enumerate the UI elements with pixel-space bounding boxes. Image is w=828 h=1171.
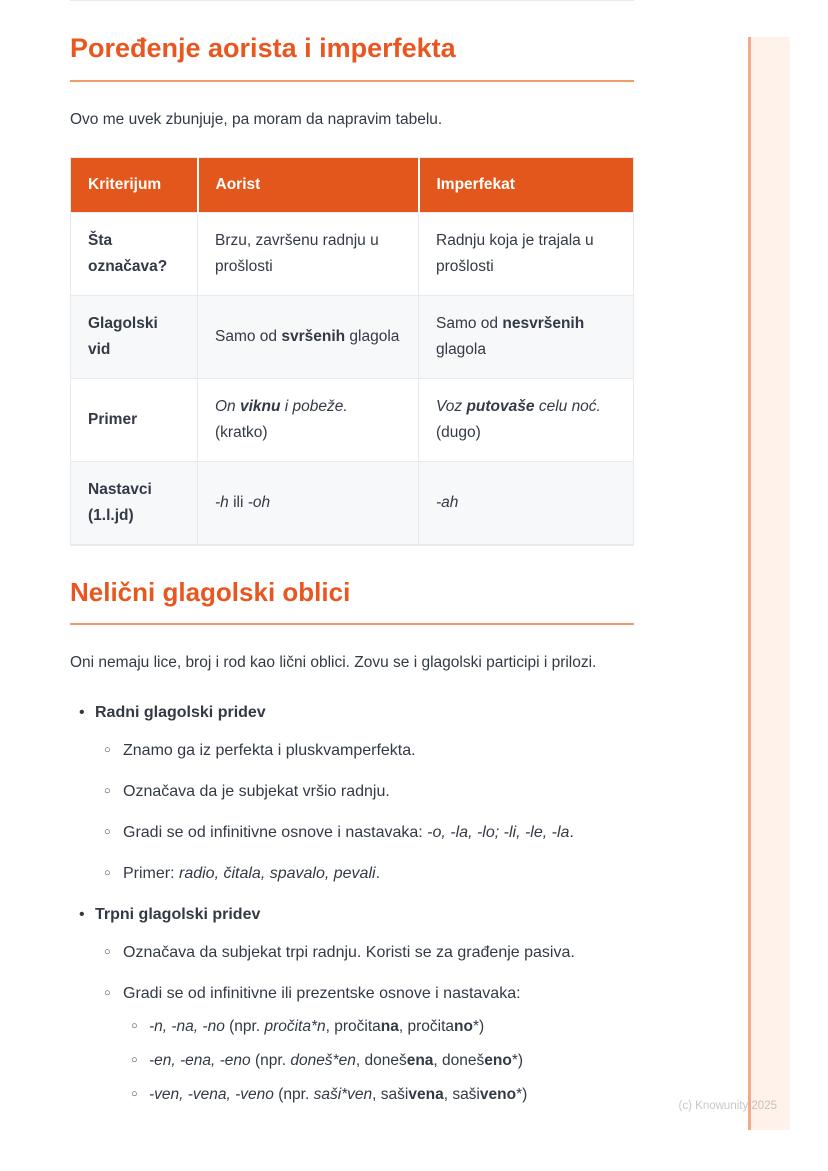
text-segment: Označava da subjekat trpi radnju. Koristi se za građenje pasiva. [123, 943, 575, 961]
text-segment: , pročita [325, 1017, 381, 1035]
text-segment: Primer [88, 410, 138, 428]
sublist-item [149, 1083, 634, 1106]
list-item [123, 739, 634, 763]
copyright-footer: (c) Knowunity 2025 [678, 1100, 777, 1112]
divider-top [70, 0, 634, 1]
text-segment: na [380, 1017, 399, 1035]
text-segment: , saši [372, 1086, 409, 1104]
list-group-title: Trpni glagolski pridev [95, 905, 261, 923]
sublist-item [149, 1015, 634, 1038]
text-segment: , pročita [398, 1017, 455, 1035]
text-segment: ena [406, 1052, 434, 1070]
text-segment: Voz [436, 397, 467, 415]
list-group [95, 906, 634, 1107]
text-segment: Šta označava? [88, 231, 168, 275]
table-cell [198, 461, 419, 544]
text-segment: eno [484, 1052, 512, 1070]
text-segment: *) [516, 1086, 528, 1104]
text-segment: -ah [436, 493, 459, 511]
table-cell [419, 378, 634, 461]
comparison-table-body [71, 212, 634, 544]
text-segment: Samo od [215, 327, 282, 345]
text-segment: (npr. [250, 1052, 291, 1070]
list-item [123, 780, 634, 804]
text-segment: Nastavci (1.l.jd) [88, 480, 152, 524]
text-segment: (kratko) [215, 423, 268, 441]
text-segment: -h [215, 493, 229, 511]
table-row [71, 461, 634, 544]
document-content [70, 0, 634, 1127]
text-segment: i pobeže. [280, 397, 348, 415]
text-segment: Glagolski vid [88, 314, 158, 358]
text-segment: Samo od [436, 314, 503, 332]
table-header-row [71, 158, 634, 212]
table-cell [71, 378, 198, 461]
text-segment: , doneš [433, 1052, 485, 1070]
table-row [71, 295, 634, 378]
table-cell [419, 212, 634, 295]
list-group [95, 704, 634, 886]
list-item [123, 982, 634, 1107]
text-segment: viknu [239, 397, 281, 415]
text-segment: saši*ven [313, 1086, 373, 1104]
text-segment: no [454, 1017, 473, 1035]
section2-title: Nelični glagolski oblici [70, 576, 634, 625]
text-segment: -o, -la, -lo; -li, -le, -la [427, 823, 570, 841]
text-segment: -ven, -vena, -veno [149, 1086, 274, 1104]
text-segment: Brzu, završenu radnju u prošlosti [215, 231, 379, 275]
comparison-table [70, 157, 634, 545]
text-segment: radio, čitala, spavalo, pevali [179, 864, 376, 882]
text-segment: svršenih [281, 327, 346, 345]
text-segment: pročita*n [264, 1017, 326, 1035]
table-header-aorist: Aorist [198, 158, 419, 212]
table-cell [71, 461, 198, 544]
text-segment: celu noć. [534, 397, 601, 415]
sublist [95, 941, 634, 1107]
table-head [71, 158, 634, 212]
table-cell [198, 295, 419, 378]
table-cell [71, 295, 198, 378]
right-margin-strip [748, 37, 790, 1130]
list-group-title: Radni glagolski pridev [95, 703, 266, 721]
text-segment: . [569, 823, 574, 841]
text-segment: *) [511, 1052, 524, 1070]
table-row [71, 212, 634, 295]
section2-intro: Oni nemaju lice, broj i rod kao lični oblici. Zovu se i glagolski participi i prilozi. [70, 653, 597, 671]
divider-middle [70, 545, 634, 546]
text-segment: -en, -ena, -eno [149, 1052, 251, 1070]
text-segment: (npr. [224, 1017, 265, 1035]
text-segment: glagola [345, 327, 400, 345]
text-segment: Znamo ga iz perfekta i pluskvamperfekta. [123, 741, 416, 759]
text-segment: On [215, 397, 240, 415]
text-segment: Radnju koja je trajala u prošlosti [436, 231, 594, 275]
table-header-kriterijum: Kriterijum [71, 158, 198, 212]
table-cell [71, 212, 198, 295]
table-row [71, 378, 634, 461]
table-cell [198, 378, 419, 461]
text-segment: -oh [247, 493, 271, 511]
section1-title: Poređenje aorista i imperfekta [70, 31, 634, 82]
text-segment: Primer: [123, 864, 179, 882]
text-segment: vena [408, 1086, 444, 1104]
text-segment: . [375, 864, 381, 882]
participle-list [70, 704, 634, 1107]
text-segment: , doneš [355, 1052, 407, 1070]
sublist [95, 739, 634, 886]
text-segment: ili [228, 493, 248, 511]
text-segment: Označava da je subjekat vršio radnju. [123, 782, 390, 800]
table-cell [419, 295, 634, 378]
text-segment: -n, -na, -no [149, 1017, 225, 1035]
text-segment: , saši [443, 1086, 480, 1104]
text-segment: Gradi se od infinitivne osnove i nastavaka: [123, 823, 428, 841]
text-segment: (npr. [273, 1086, 314, 1104]
text-segment: *) [472, 1017, 485, 1035]
table-cell [419, 461, 634, 544]
table-header-imperfekat: Imperfekat [419, 158, 634, 212]
text-segment: glagola [436, 340, 486, 358]
text-segment: veno [479, 1086, 517, 1104]
list-item [123, 941, 634, 965]
text-segment: Gradi se od infinitivne ili prezentske osnove i nastavaka: [123, 984, 521, 1002]
subsublist [123, 1015, 634, 1107]
section1-intro: Ovo me uvek zbunjuje, pa moram da napravim tabelu. [70, 111, 443, 129]
text-segment: putovaše [466, 397, 535, 415]
text-segment: nesvršenih [502, 314, 585, 332]
sublist-item [149, 1049, 634, 1072]
text-segment: doneš*en [290, 1052, 356, 1070]
list-item [123, 821, 634, 845]
table-cell [198, 212, 419, 295]
text-segment: (dugo) [436, 423, 481, 441]
list-item [123, 862, 634, 886]
